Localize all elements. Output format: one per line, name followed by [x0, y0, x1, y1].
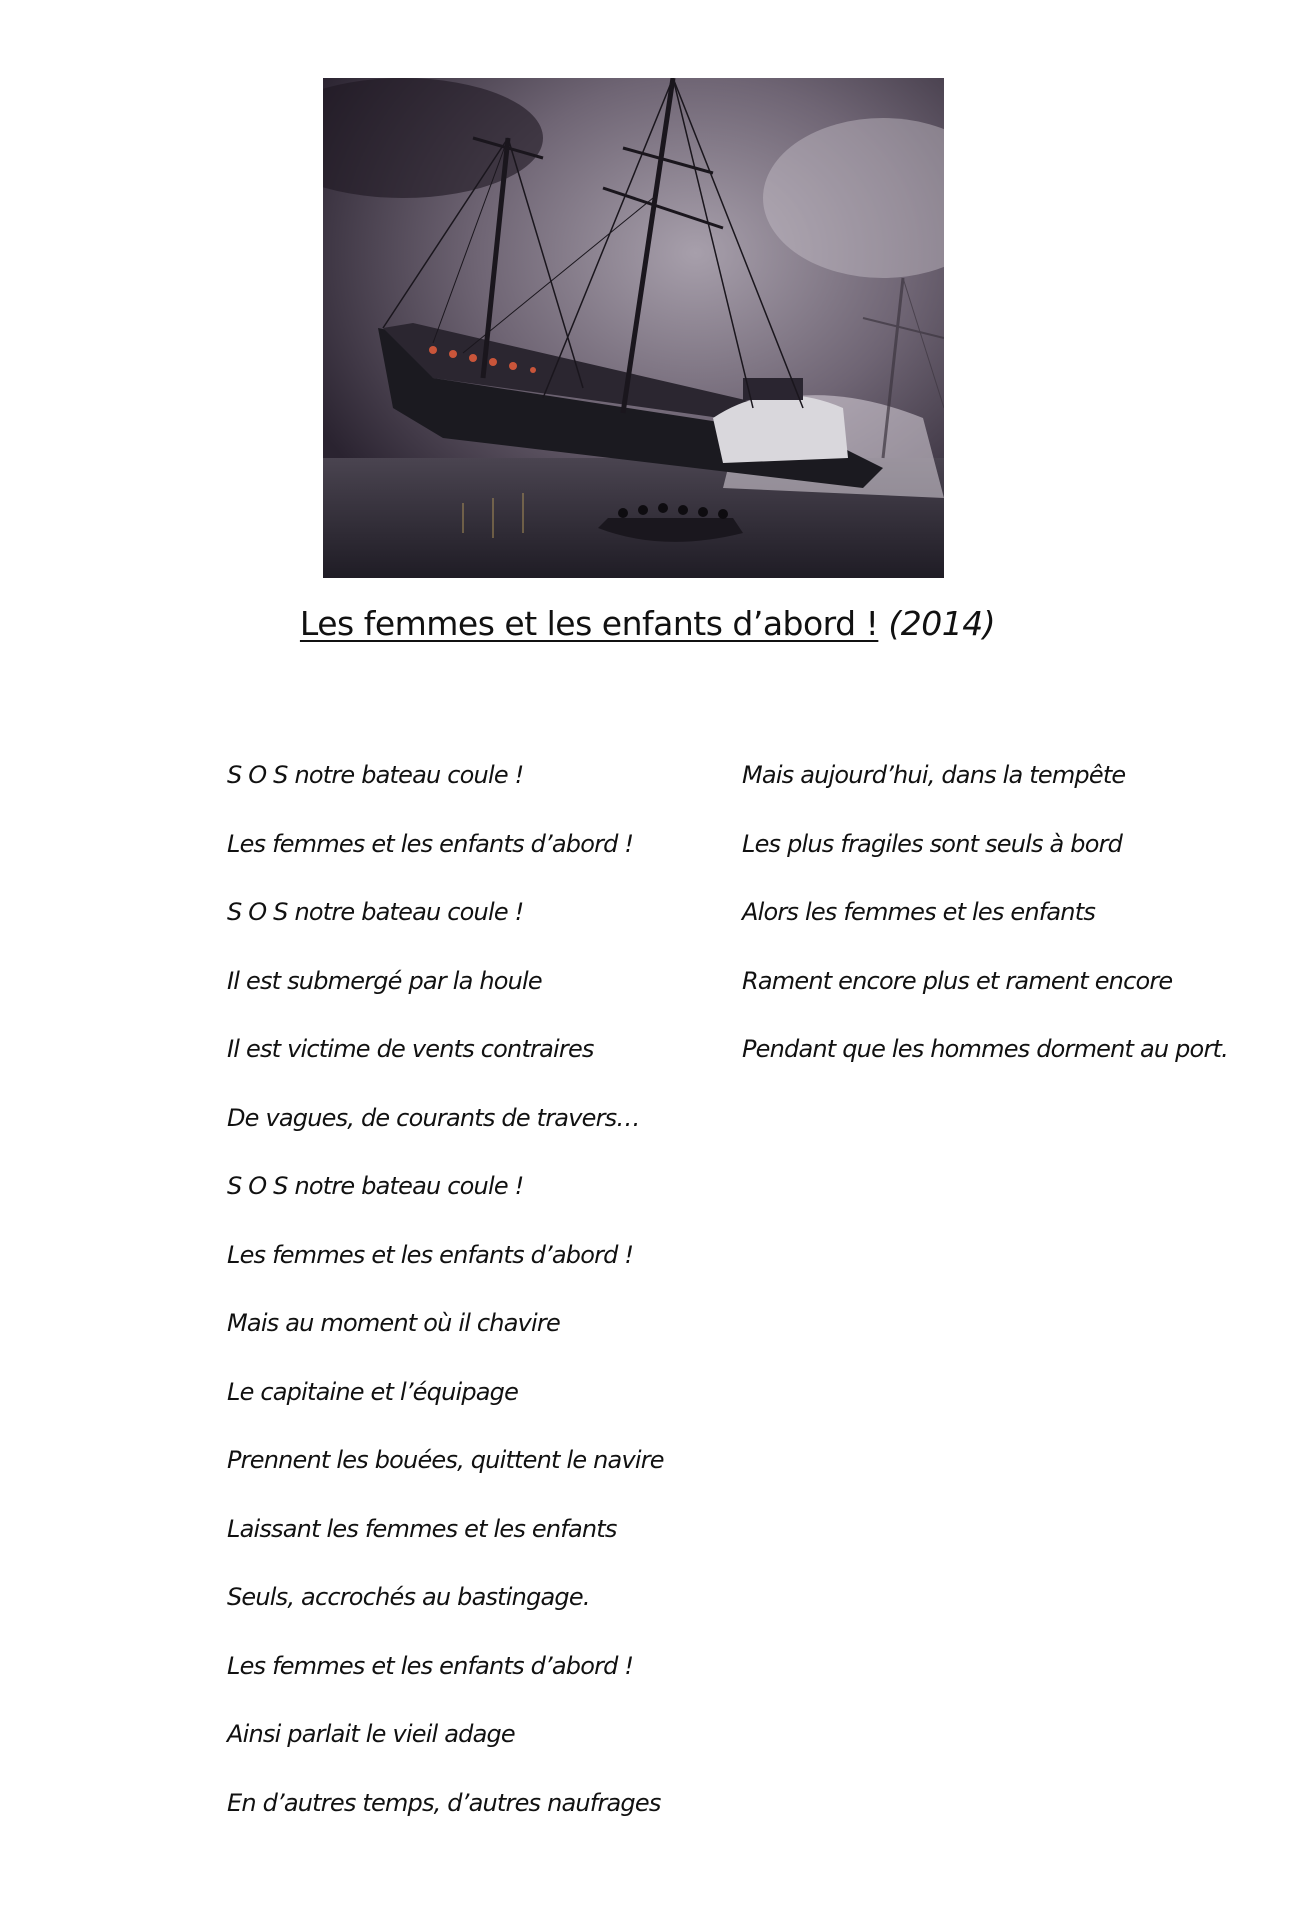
poem-line: Il est submergé par la houle	[227, 966, 542, 995]
poem-line: Mais aujourd’hui, dans la tempête	[742, 761, 1126, 789]
poem-line: S O S notre bateau coule !	[227, 1172, 524, 1200]
poem-line: En d’autres temps, d’autres naufrages	[227, 1788, 661, 1817]
poem-line: Laissant les femmes et les enfants	[227, 1514, 617, 1543]
poem-line: S O S notre bateau coule !	[227, 898, 524, 926]
ship-storm-illustration	[323, 78, 944, 578]
poem-year: (2014)	[888, 604, 996, 643]
poem-left-column	[227, 758, 747, 1854]
poem-line: Rament encore plus et rament encore	[742, 966, 1173, 995]
funnel	[743, 378, 803, 400]
poem-line: Seuls, accrochés au bastingage.	[227, 1583, 590, 1611]
poem-title	[0, 604, 1295, 643]
poem-line: Les femmes et les enfants d’abord !	[227, 1240, 634, 1269]
poem-line: Mais au moment où il chavire	[227, 1309, 560, 1337]
poem-line: Le capitaine et l’équipage	[227, 1377, 519, 1406]
poem-line: Alors les femmes et les enfants	[742, 898, 1096, 926]
poem-line: De vagues, de courants de travers…	[227, 1103, 640, 1132]
poem-right-column	[742, 758, 1282, 1101]
poem-line: Il est victime de vents contraires	[227, 1035, 594, 1063]
poem-line: Prennent les bouées, quittent le navire	[227, 1446, 664, 1474]
poem-line: S O S notre bateau coule !	[227, 761, 524, 789]
poem-line: Ainsi parlait le vieil adage	[227, 1720, 515, 1748]
poem-line: Les femmes et les enfants d’abord !	[227, 1651, 634, 1680]
poem-line: Les femmes et les enfants d’abord !	[227, 829, 634, 858]
poem-line: Les plus fragiles sont seuls à bord	[742, 829, 1123, 858]
poem-line: Pendant que les hommes dorment au port.	[742, 1035, 1228, 1063]
poem-title-text: Les femmes et les enfants d’abord !	[299, 604, 879, 643]
